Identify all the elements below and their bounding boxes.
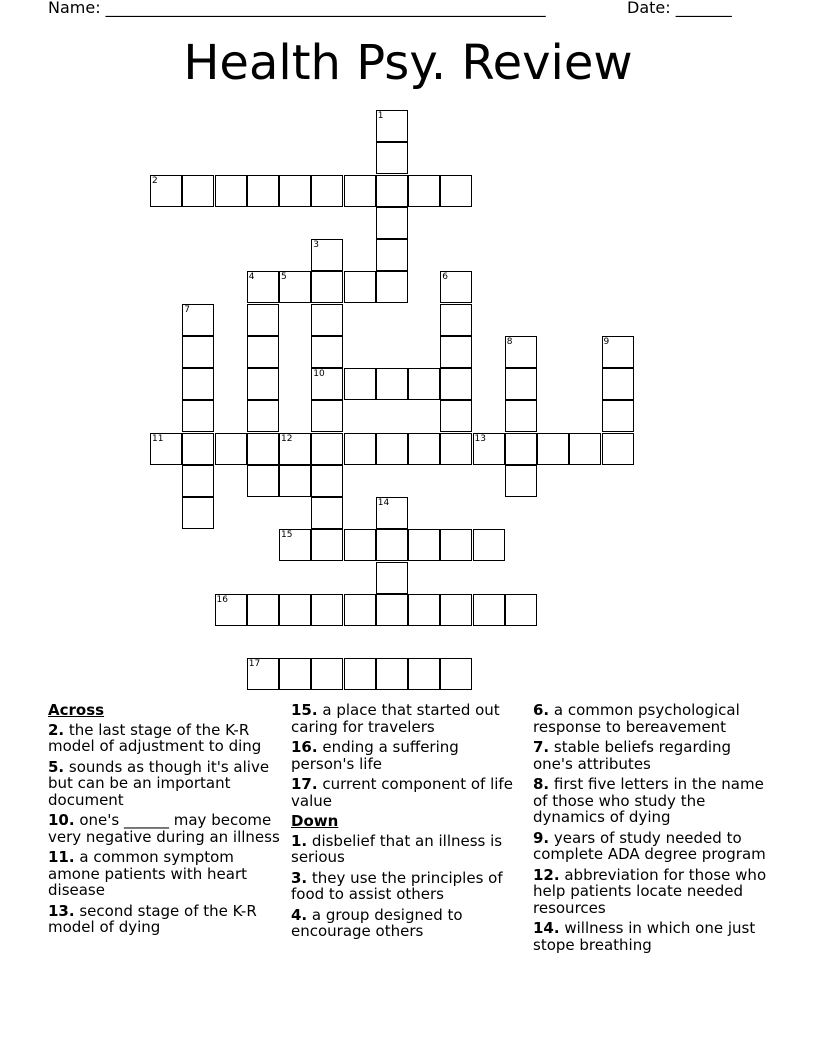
clue-text: stable beliefs regarding one's attributes bbox=[533, 738, 732, 773]
grid-cell[interactable] bbox=[344, 594, 376, 626]
across-heading: Across bbox=[48, 701, 105, 719]
cell-number: 8 bbox=[506, 336, 513, 347]
cell-number: 13 bbox=[474, 433, 486, 444]
grid-cell[interactable] bbox=[247, 400, 279, 432]
grid-cell[interactable] bbox=[279, 271, 311, 303]
grid-cell[interactable] bbox=[311, 336, 343, 368]
grid-cell[interactable] bbox=[311, 368, 343, 400]
clue-across-11 bbox=[48, 849, 280, 899]
clue-text: disbelief that an illness is serious bbox=[291, 831, 503, 866]
grid-cell[interactable] bbox=[150, 175, 182, 207]
grid-cell[interactable] bbox=[376, 658, 408, 690]
cell-number: 14 bbox=[377, 498, 390, 508]
grid-cell[interactable] bbox=[376, 594, 408, 626]
cell-number: 16 bbox=[216, 594, 228, 605]
clue-text: current component of life value bbox=[291, 775, 513, 810]
grid-cell[interactable] bbox=[344, 368, 376, 400]
grid-cell[interactable] bbox=[215, 433, 247, 465]
grid-cell[interactable] bbox=[247, 658, 279, 690]
clue-text: years of study needed to complete ADA degree program bbox=[533, 828, 766, 863]
grid-cell[interactable] bbox=[311, 304, 343, 336]
clue-number: 8. bbox=[533, 775, 550, 793]
grid-cell[interactable] bbox=[279, 175, 311, 207]
cell-number: 5 bbox=[281, 272, 287, 283]
grid-cell[interactable] bbox=[182, 175, 214, 207]
grid-cell[interactable] bbox=[311, 400, 343, 432]
clue-column-1 bbox=[48, 702, 280, 940]
page-title: Health Psy. Review bbox=[183, 35, 633, 91]
grid-cell[interactable] bbox=[376, 433, 408, 465]
clue-text: the last stage of the K-R model of adjustment to ding bbox=[48, 720, 262, 755]
grid-cell[interactable] bbox=[376, 175, 408, 207]
grid-cell[interactable] bbox=[408, 433, 440, 465]
grid-cell[interactable] bbox=[311, 433, 343, 465]
grid-cell[interactable] bbox=[182, 368, 214, 400]
clue-across-13 bbox=[48, 903, 280, 936]
name-line: Name: _______________________________________________________ bbox=[48, 0, 546, 17]
clue-text: first five letters in the name of those who study the dynamics of dying bbox=[533, 775, 764, 826]
grid-cell[interactable] bbox=[344, 658, 376, 690]
grid-cell[interactable] bbox=[408, 368, 440, 400]
cell-number: 6 bbox=[442, 272, 448, 283]
cell-number: 2 bbox=[152, 175, 158, 186]
clue-text: one's ______ may become very negative during an illness bbox=[48, 811, 280, 846]
cell-number: 7 bbox=[184, 304, 190, 315]
grid-cell[interactable] bbox=[440, 368, 472, 400]
grid-cell[interactable] bbox=[602, 336, 634, 368]
clue-text: a place that started out caring for travelers bbox=[291, 701, 500, 736]
grid-cell[interactable] bbox=[376, 529, 408, 561]
grid-cell[interactable] bbox=[279, 529, 311, 561]
clue-column-2 bbox=[291, 702, 523, 944]
clue-text: ending a suffering person's life bbox=[291, 738, 459, 773]
cell-number: 17 bbox=[248, 659, 261, 670]
grid-cell[interactable] bbox=[150, 433, 182, 465]
grid-cell[interactable] bbox=[215, 175, 247, 207]
clue-column-3 bbox=[533, 702, 773, 957]
cell-number: 1 bbox=[377, 111, 384, 121]
grid-cell[interactable] bbox=[376, 271, 408, 303]
grid-cell[interactable] bbox=[408, 529, 440, 561]
grid-cell[interactable] bbox=[505, 400, 537, 432]
grid-cell[interactable] bbox=[602, 400, 634, 432]
clue-down-1 bbox=[291, 833, 523, 866]
clue-down-8 bbox=[533, 776, 773, 826]
grid-cell[interactable] bbox=[537, 433, 569, 465]
grid-cell[interactable] bbox=[376, 562, 408, 594]
clue-text: second stage of the K-R model of dying bbox=[48, 901, 257, 936]
cell-number: 12 bbox=[281, 433, 293, 444]
grid-cell[interactable] bbox=[215, 594, 247, 626]
clue-across-2 bbox=[48, 722, 280, 755]
clue-number: 16. bbox=[291, 738, 318, 756]
cell-number: 15 bbox=[281, 530, 293, 541]
grid-cell[interactable] bbox=[311, 658, 343, 690]
grid-cell[interactable] bbox=[408, 594, 440, 626]
grid-cell[interactable] bbox=[440, 529, 472, 561]
grid-cell[interactable] bbox=[247, 465, 279, 497]
date-line: Date: _______ bbox=[627, 0, 732, 17]
grid-cell[interactable] bbox=[440, 175, 472, 207]
clue-number: 12. bbox=[533, 865, 560, 884]
clue-down-6 bbox=[533, 702, 773, 735]
grid-cell[interactable] bbox=[182, 304, 214, 336]
clue-down-9 bbox=[533, 830, 773, 863]
grid-cell[interactable] bbox=[408, 175, 440, 207]
cell-number: 9 bbox=[603, 336, 610, 347]
clue-number: 6. bbox=[533, 701, 550, 719]
grid-cell[interactable] bbox=[279, 594, 311, 626]
clue-across-17 bbox=[291, 776, 523, 809]
grid-cell[interactable] bbox=[344, 529, 376, 561]
cell-number: 10 bbox=[313, 369, 325, 379]
clue-number: 5. bbox=[48, 757, 65, 776]
grid-cell[interactable] bbox=[247, 304, 279, 336]
grid-cell[interactable] bbox=[247, 594, 279, 626]
clue-text: a group designed to encourage others bbox=[291, 905, 463, 940]
grid-cell[interactable] bbox=[569, 433, 601, 465]
grid-cell[interactable] bbox=[505, 594, 537, 626]
grid-cell[interactable] bbox=[311, 529, 343, 561]
clue-number: 14. bbox=[533, 919, 560, 937]
cell-number: 4 bbox=[248, 272, 255, 283]
grid-cell[interactable] bbox=[440, 304, 472, 336]
grid-cell[interactable] bbox=[376, 110, 408, 142]
grid-cell[interactable] bbox=[311, 497, 343, 529]
clue-across-10 bbox=[48, 812, 280, 845]
clue-text: a common psychological response to bereavement bbox=[533, 701, 740, 736]
clue-down-7 bbox=[533, 739, 773, 772]
grid-cell[interactable] bbox=[182, 497, 214, 529]
grid-cell[interactable] bbox=[279, 658, 311, 690]
grid-cell[interactable] bbox=[505, 368, 537, 400]
grid-cell[interactable] bbox=[182, 336, 214, 368]
clue-down-3 bbox=[291, 870, 523, 903]
grid-cell[interactable] bbox=[440, 594, 472, 626]
down-heading: Down bbox=[291, 812, 339, 830]
cell-number: 3 bbox=[313, 240, 319, 250]
clue-number: 1. bbox=[291, 831, 308, 850]
clue-text: they use the principles of food to assist others bbox=[291, 868, 503, 903]
grid-cell[interactable] bbox=[602, 433, 634, 465]
grid-cell[interactable] bbox=[440, 400, 472, 432]
clue-number: 11. bbox=[48, 848, 75, 866]
clue-across-15 bbox=[291, 702, 523, 735]
clue-number: 4. bbox=[291, 905, 308, 924]
grid-cell[interactable] bbox=[376, 368, 408, 400]
grid-cell[interactable] bbox=[247, 433, 279, 465]
grid-cell[interactable] bbox=[182, 433, 214, 465]
grid-cell[interactable] bbox=[440, 433, 472, 465]
clue-down-12 bbox=[533, 867, 773, 917]
grid-cell[interactable] bbox=[408, 658, 440, 690]
grid-cell[interactable] bbox=[473, 594, 505, 626]
clue-number: 7. bbox=[533, 738, 550, 756]
grid-cell[interactable] bbox=[505, 433, 537, 465]
clue-across-5 bbox=[48, 759, 280, 809]
grid-cell[interactable] bbox=[473, 433, 505, 465]
clue-text: abbreviation for those who help patients locate needed resources bbox=[533, 865, 767, 917]
clue-number: 10. bbox=[48, 811, 75, 829]
cell-number: 11 bbox=[152, 433, 164, 444]
grid-cell[interactable] bbox=[311, 465, 343, 497]
grid-cell[interactable] bbox=[344, 175, 376, 207]
clue-text: willness in which one just stope breathing bbox=[533, 919, 756, 954]
grid-cell[interactable] bbox=[311, 239, 343, 271]
grid-cell[interactable] bbox=[247, 336, 279, 368]
grid-cell[interactable] bbox=[311, 594, 343, 626]
clue-number: 3. bbox=[291, 868, 308, 887]
grid-cell[interactable] bbox=[376, 497, 408, 529]
grid-cell[interactable] bbox=[505, 465, 537, 497]
clue-number: 17. bbox=[291, 775, 318, 793]
grid-cell[interactable] bbox=[247, 271, 279, 303]
clue-number: 13. bbox=[48, 901, 75, 920]
grid-cell[interactable] bbox=[344, 433, 376, 465]
grid-cell[interactable] bbox=[505, 336, 537, 368]
grid-cell[interactable] bbox=[376, 142, 408, 174]
clue-number: 9. bbox=[533, 828, 550, 847]
clue-down-4 bbox=[291, 907, 523, 940]
grid-cell[interactable] bbox=[376, 207, 408, 239]
grid-cell[interactable] bbox=[440, 658, 472, 690]
grid-cell[interactable] bbox=[247, 368, 279, 400]
grid-cell[interactable] bbox=[473, 529, 505, 561]
grid-cell[interactable] bbox=[247, 175, 279, 207]
clue-number: 2. bbox=[48, 720, 65, 739]
grid-cell[interactable] bbox=[182, 400, 214, 432]
clue-across-16 bbox=[291, 739, 523, 772]
grid-cell[interactable] bbox=[182, 465, 214, 497]
grid-cell[interactable] bbox=[440, 271, 472, 303]
clue-text: a common symptom amone patients with heart disease bbox=[48, 848, 248, 899]
grid-cell[interactable] bbox=[602, 368, 634, 400]
grid-cell[interactable] bbox=[376, 239, 408, 271]
clue-down-14 bbox=[533, 920, 773, 953]
clue-number: 15. bbox=[291, 701, 318, 719]
grid-cell[interactable] bbox=[440, 336, 472, 368]
clue-text: sounds as though it's alive but can be an important document bbox=[48, 757, 270, 809]
grid-cell[interactable] bbox=[344, 271, 376, 303]
grid-cell[interactable] bbox=[311, 175, 343, 207]
grid-cell[interactable] bbox=[279, 433, 311, 465]
grid-cell[interactable] bbox=[279, 465, 311, 497]
grid-cell[interactable] bbox=[311, 271, 343, 303]
